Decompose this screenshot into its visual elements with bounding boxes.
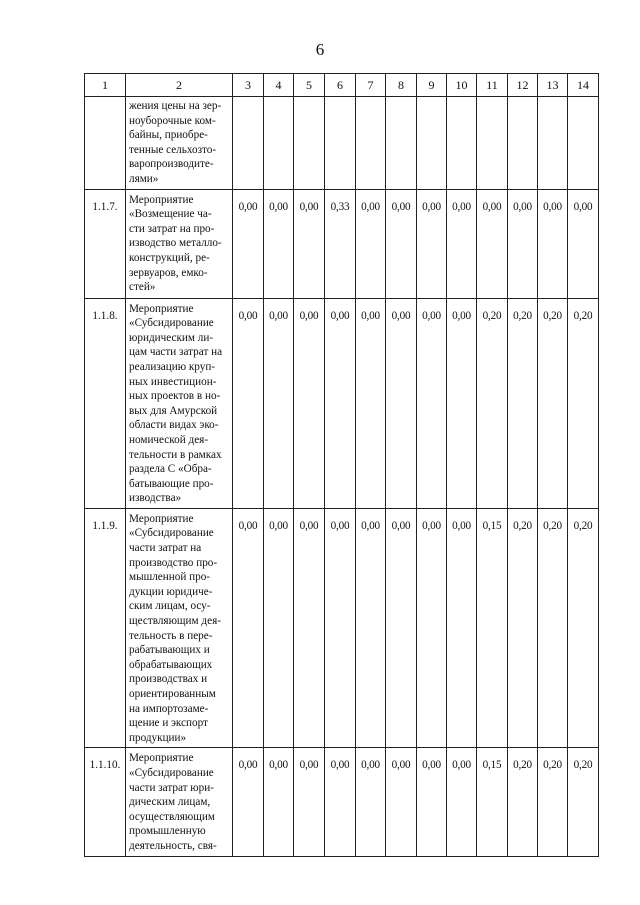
- value-cell: 0,00: [233, 748, 264, 856]
- value-cell: 0,00: [356, 189, 386, 298]
- program-indicators-table: [84, 73, 599, 857]
- value-cell: 0,00: [325, 748, 356, 856]
- value-cell: 0,00: [356, 508, 386, 748]
- activity-description-cell: Мероприятие «Субсидирование юридическим ли- цам части затрат на реализацию круп- ных инвестицион- ных проектов в но- вых для Амурской области видах эко- номической дея- тельности в рамках раздела С «Обра- батывающие про- изводства»: [126, 298, 233, 508]
- table-row: [85, 97, 599, 190]
- row-number-cell: [85, 97, 126, 190]
- value-cell: 0,20: [538, 298, 568, 508]
- value-cell: 0,00: [294, 748, 325, 856]
- table-row: [85, 189, 599, 298]
- value-cell: [477, 97, 508, 190]
- value-cell: [508, 97, 538, 190]
- value-cell: [386, 97, 417, 190]
- value-cell: 0,20: [508, 748, 538, 856]
- value-cell: [233, 97, 264, 190]
- value-cell: [538, 97, 568, 190]
- row-number-cell: 1.1.9.: [85, 508, 126, 748]
- row-number-cell: 1.1.8.: [85, 298, 126, 508]
- value-cell: 0,15: [477, 508, 508, 748]
- value-cell: 0,00: [447, 298, 477, 508]
- header-cell: 5: [294, 74, 325, 97]
- value-cell: 0,00: [264, 189, 294, 298]
- value-cell: 0,00: [417, 748, 447, 856]
- value-cell: [568, 97, 599, 190]
- value-cell: 0,00: [386, 189, 417, 298]
- table-row: [85, 298, 599, 508]
- header-cell: 2: [126, 74, 233, 97]
- value-cell: 0,00: [325, 508, 356, 748]
- value-cell: 0,00: [294, 189, 325, 298]
- value-cell: 0,00: [233, 508, 264, 748]
- row-number-cell: 1.1.7.: [85, 189, 126, 298]
- value-cell: 0,00: [294, 508, 325, 748]
- table-row: [85, 508, 599, 748]
- value-cell: 0,00: [447, 508, 477, 748]
- header-cell: 12: [508, 74, 538, 97]
- value-cell: 0,00: [417, 189, 447, 298]
- value-cell: 0,00: [477, 189, 508, 298]
- header-cell: 8: [386, 74, 417, 97]
- value-cell: 0,00: [294, 298, 325, 508]
- table-row: [85, 748, 599, 856]
- header-cell: 4: [264, 74, 294, 97]
- value-cell: 0,00: [264, 748, 294, 856]
- value-cell: [264, 97, 294, 190]
- value-cell: 0,00: [233, 298, 264, 508]
- value-cell: 0,20: [477, 298, 508, 508]
- value-cell: 0,00: [417, 298, 447, 508]
- activity-description-cell: Мероприятие «Субсидирование части затрат на производство про- мышленной про- дукции юридиче- ским лицам, осу- ществляющим дея- тельность в пере- рабатывающих и обрабатывающих производствах и ориентированным на импортозаме- щение и экспорт продукции»: [126, 508, 233, 748]
- value-cell: 0,00: [417, 508, 447, 748]
- value-cell: 0,00: [386, 508, 417, 748]
- value-cell: 0,00: [264, 298, 294, 508]
- value-cell: [447, 97, 477, 190]
- header-row: [85, 74, 599, 97]
- value-cell: 0,00: [447, 748, 477, 856]
- value-cell: 0,20: [508, 508, 538, 748]
- header-cell: 9: [417, 74, 447, 97]
- activity-description-cell: Мероприятие «Возмещение ча- сти затрат на про- изводство металло- конструкций, ре- зервуаров, емко- стей»: [126, 189, 233, 298]
- value-cell: 0,00: [538, 189, 568, 298]
- header-cell: 14: [568, 74, 599, 97]
- value-cell: 0,15: [477, 748, 508, 856]
- activity-description-cell: Мероприятие «Субсидирование части затрат юри- дическим лицам, осуществляющим промышленную деятельность, свя-: [126, 748, 233, 856]
- value-cell: 0,00: [325, 298, 356, 508]
- value-cell: 0,00: [356, 298, 386, 508]
- value-cell: 0,20: [568, 298, 599, 508]
- header-cell: 11: [477, 74, 508, 97]
- value-cell: 0,00: [386, 298, 417, 508]
- header-cell: 3: [233, 74, 264, 97]
- value-cell: 0,33: [325, 189, 356, 298]
- value-cell: [325, 97, 356, 190]
- value-cell: 0,00: [356, 748, 386, 856]
- value-cell: 0,00: [568, 189, 599, 298]
- value-cell: 0,00: [386, 748, 417, 856]
- value-cell: 0,20: [568, 508, 599, 748]
- value-cell: 0,00: [264, 508, 294, 748]
- value-cell: 0,20: [538, 748, 568, 856]
- row-number-cell: 1.1.10.: [85, 748, 126, 856]
- header-cell: 6: [325, 74, 356, 97]
- value-cell: [356, 97, 386, 190]
- value-cell: 0,00: [447, 189, 477, 298]
- activity-description-cell: жения цены на зер- ноуборочные ком- байны, приобре- тенные сельхозто- варопроизводите- лями»: [126, 97, 233, 190]
- value-cell: 0,20: [568, 748, 599, 856]
- value-cell: [417, 97, 447, 190]
- header-cell: 13: [538, 74, 568, 97]
- header-cell: 10: [447, 74, 477, 97]
- value-cell: 0,00: [233, 189, 264, 298]
- page-number: 6: [315, 40, 325, 59]
- value-cell: 0,00: [508, 189, 538, 298]
- header-cell: 7: [356, 74, 386, 97]
- value-cell: [294, 97, 325, 190]
- value-cell: 0,20: [508, 298, 538, 508]
- value-cell: 0,20: [538, 508, 568, 748]
- header-cell: 1: [85, 74, 126, 97]
